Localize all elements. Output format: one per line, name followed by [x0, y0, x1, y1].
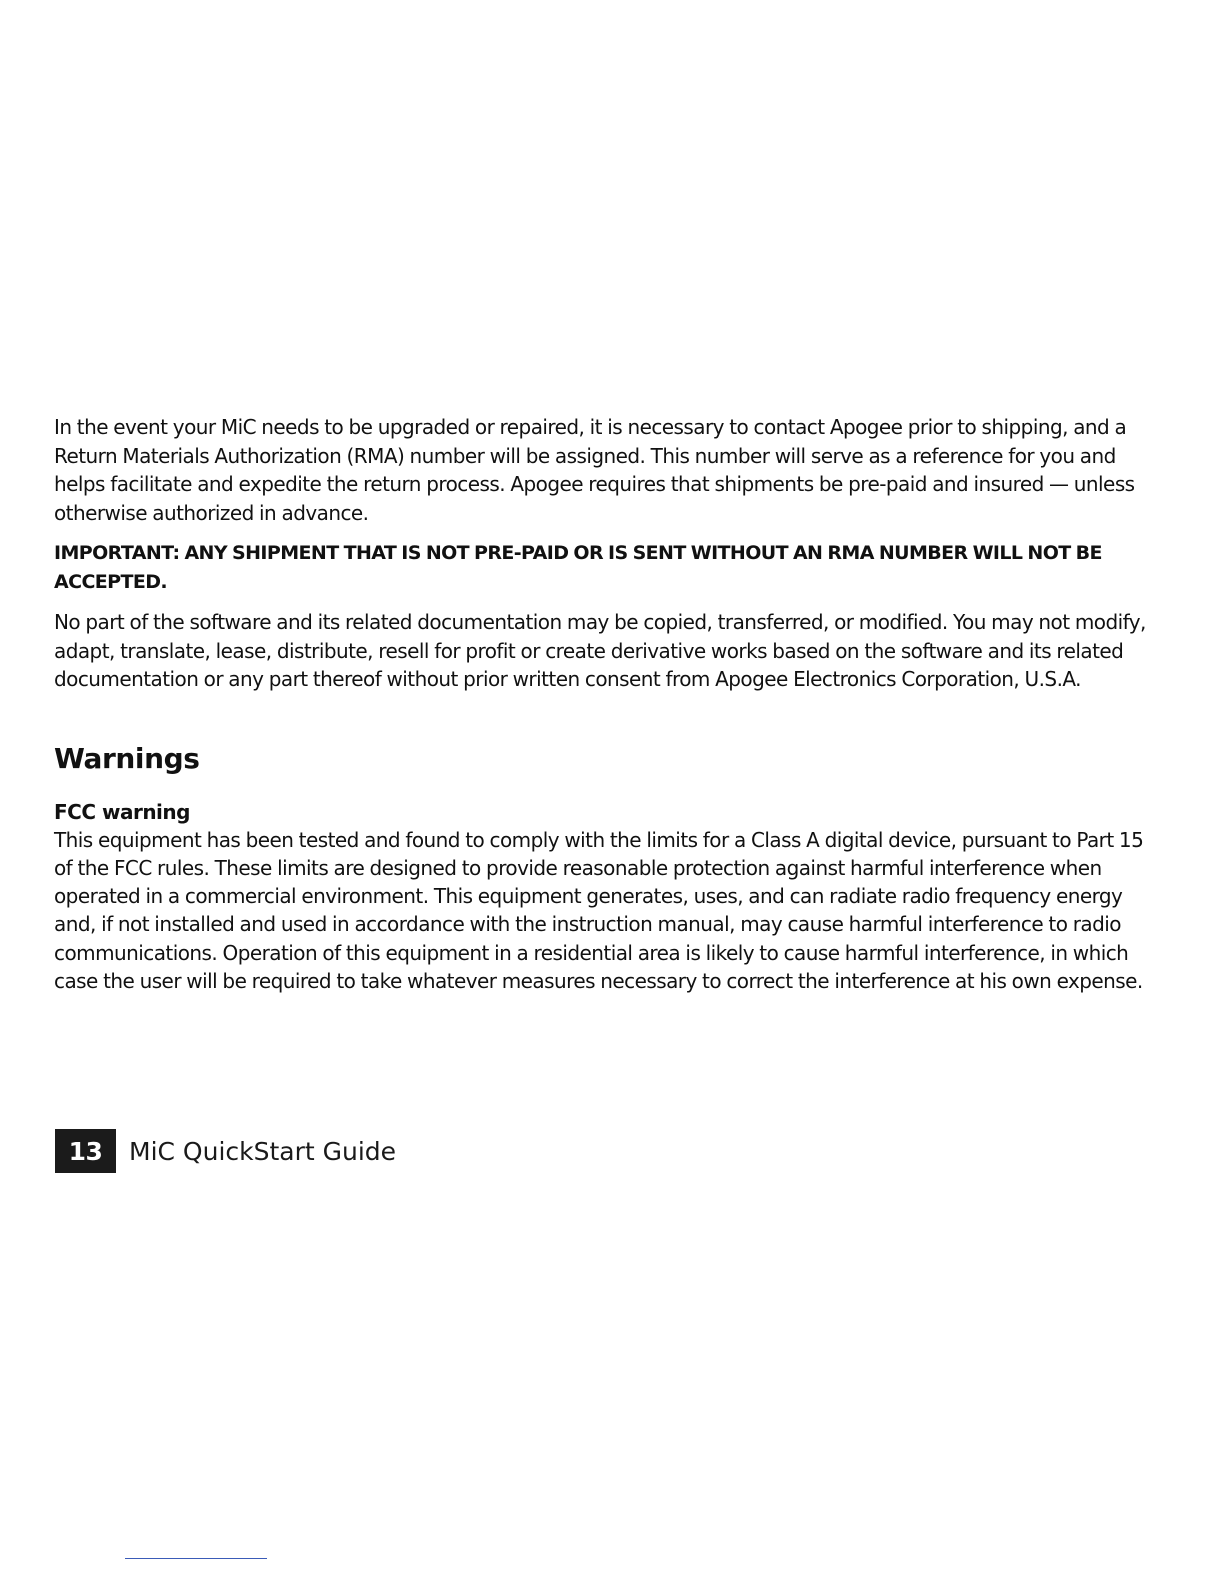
fcc-warning-text: This equipment has been tested and found to comply with the limits for a Class A digital device, pursuant to Part 15 of the FCC rules. These limits are designed to provide reasonable protection against harmful interference when operated in a commercial environment. This equipment generates, uses, and can radiate radio frequency energy and, if not installed and used in accordance with the instruction manual, may cause harmful interference to radio communications. Operation of this equipment in a residential area is likely to cause harmful interference, in which case the user will be required to take whatever measures necessary to correct the interference at his own expense.: [54, 827, 1144, 993]
page-content: [54, 413, 1164, 995]
fcc-warning-heading: FCC warning: [54, 799, 190, 824]
copyright-paragraph: No part of the software and its related documentation may be copied, transferred, or modified. You may not modify, adapt, translate, lease, distribute, resell for profit or create derivative works based on the software and its related documentation or any part thereof without prior written consent from Apogee Electronics Corporation, U.S.A.: [54, 610, 1146, 691]
scan-edge-line: [125, 1558, 267, 1559]
guide-title: MiC QuickStart Guide: [129, 1136, 397, 1166]
rma-paragraph: In the event your MiC needs to be upgraded or repaired, it is necessary to contact Apogee prior to shipping, and a Return Materials Authorization (RMA) number will be assigned. This number will serve as a reference for you and helps facilitate and expedite the return process. Apogee requires that shipments be pre-paid and insured — unless otherwise authorized in advance.: [54, 415, 1135, 525]
page-number-badge: 13: [55, 1129, 116, 1173]
warnings-heading: Warnings: [54, 741, 200, 775]
page-footer: [55, 1129, 396, 1173]
important-notice: IMPORTANT: ANY SHIPMENT THAT IS NOT PRE-PAID OR IS SENT WITHOUT AN RMA NUMBER WILL NOT BE ACCEPTED.: [54, 542, 1102, 593]
